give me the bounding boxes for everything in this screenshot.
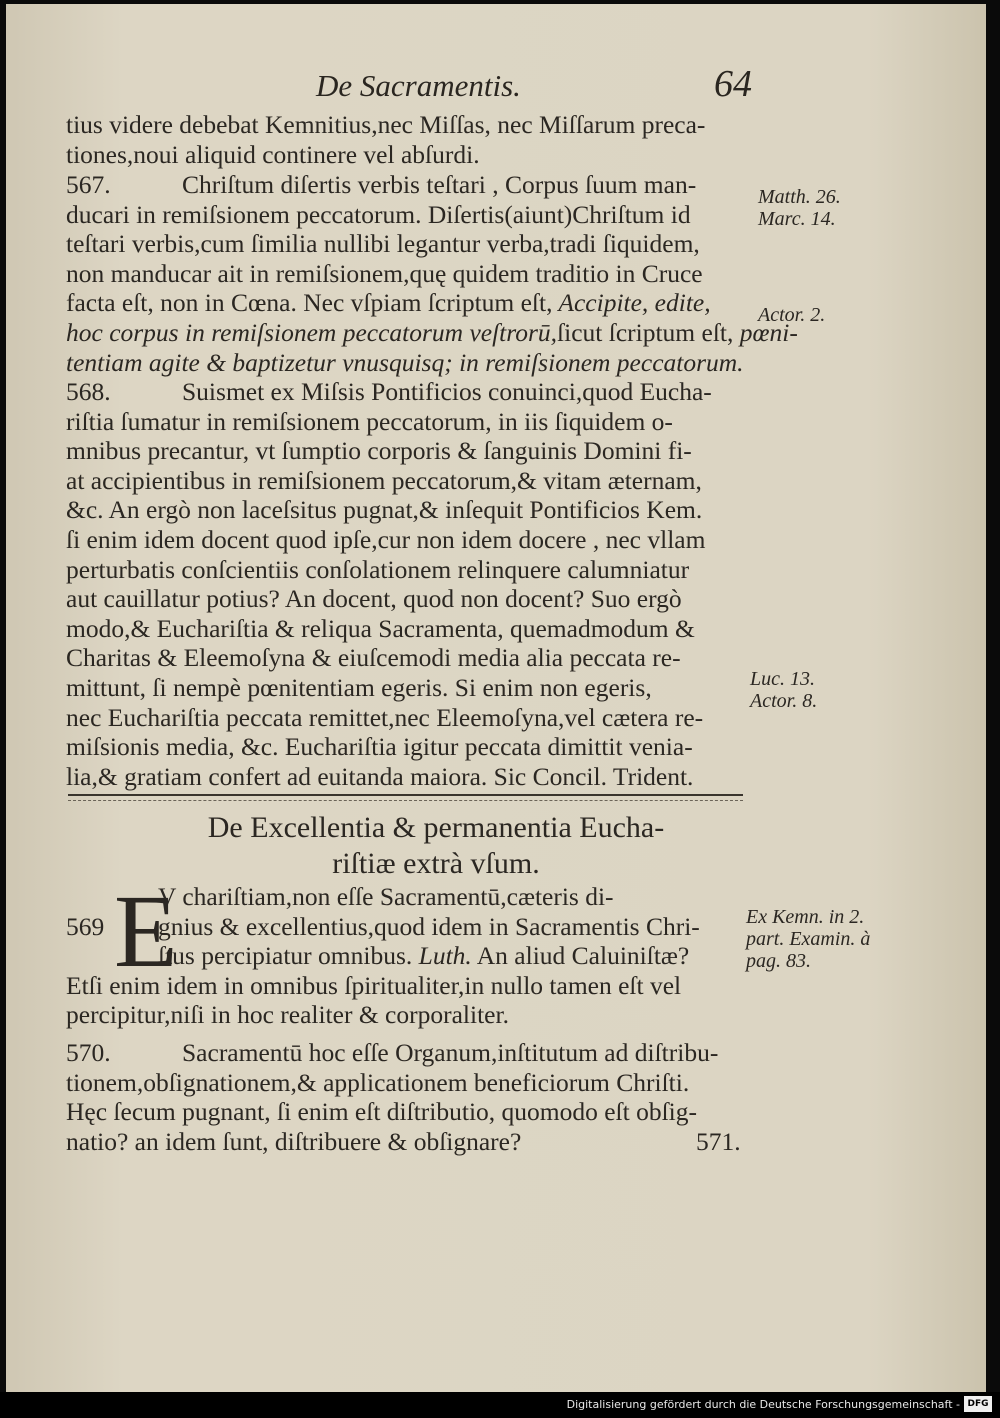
text-line: natio? an idem ſunt, diſtribuere & obſignare? [66, 1126, 522, 1156]
heading-line: De Excellentia & permanentia Eucha- [207, 811, 665, 844]
text-line: percipitur,niſi in hoc realiter & corporaliter. [66, 1000, 509, 1030]
paragraph-number: 569 [66, 911, 105, 941]
paragraph-number: 568. [66, 377, 111, 406]
text-line: miſsionis media, &c. Euchariſtia igitur peccata dimittit venia- [66, 732, 693, 762]
text-line: Chriſtum diſertis verbis teſtari , Corpus ſuum man- [182, 170, 697, 199]
text-line: gnius & excellentius,quod idem in Sacramentis Chri- [158, 911, 700, 941]
heading-line: riſtiæ extrà vſum. [332, 847, 540, 880]
text-line: at accipientibus in remiſsionem peccatorum,& vitam æternam, [66, 465, 702, 495]
text-block-continuation [66, 110, 746, 169]
text-line: modo,& Euchariſtia & reliqua Sacramenta, quemadmodum & [66, 613, 695, 643]
italic-citation: Luth. [412, 941, 472, 971]
margin-citation: Luc. 13. [750, 668, 815, 690]
section-rule [68, 794, 743, 796]
text-line: ducari in remiſsionem peccatorum. Diſertis(aiunt)Chriſtum id [66, 199, 691, 229]
margin-citation: part. Examin. à [746, 928, 871, 950]
text-line: V chariſtiam,non eſſe Sacramentū,cæteris di- [158, 882, 614, 911]
text-line: aut cauillatur potius? An docent, quod non docent? Suo ergò [66, 584, 682, 614]
text-line: Charitas & Eleemoſyna & eiuſcemodi media alia peccata re- [66, 643, 681, 673]
running-title: De Sacramentis. [316, 68, 521, 103]
margin-citation: pag. 83. [746, 950, 811, 972]
text-line: nec Euchariſtia peccata remittet,nec Eleemoſyna,vel cætera re- [66, 702, 704, 732]
paragraph-570 [66, 1038, 746, 1156]
text-line: ſi enim idem docent quod ipſe,cur non idem docere , nec vllam [66, 524, 706, 554]
text-line: Etſi enim idem in omnibus ſpiritualiter,in nullo tamen eſt vel [66, 970, 682, 1000]
margin-note [758, 186, 841, 230]
catchword: 571. [696, 1126, 741, 1156]
book-page [6, 4, 986, 1392]
margin-note [758, 304, 825, 326]
text-line: tiones,noui aliquid continere vel abſurdi. [66, 139, 480, 169]
page-header [6, 63, 986, 108]
margin-citation: Matth. 26. [758, 186, 841, 208]
text-line: perturbatis conſcientiis conſolationem relinquere calumniatur [66, 554, 690, 584]
italic-quote: pœni- [733, 317, 798, 347]
funding-credit: Digitalisierung gefördert durch die Deutsche Forschungsgemeinschaft - [566, 1398, 960, 1411]
text-line: mnibus precantur, vt ſumptio corporis & ſanguinis Domini fi- [66, 436, 692, 466]
margin-citation: Ex Kemn. in 2. [746, 906, 865, 928]
margin-citation: Marc. 14. [758, 208, 836, 230]
paragraph-number: 567. [66, 170, 111, 199]
text-line: mittunt, ſi nempè pœnitentiam egeris. Si enim non egeris, [66, 672, 652, 702]
text-line: lia,& gratiam confert ad euitanda maiora. Sic Concil. Trident. [66, 761, 694, 791]
text-line: Suismet ex Miſsis Pontificios conuinci,quod Eucha- [182, 377, 712, 406]
text-line: Sacramentū hoc eſſe Organum,inſtitutum ad diſtribu- [182, 1038, 719, 1067]
text-line: &c. An ergò non laceſsitus pugnat,& inſequit Pontificios Kem. [66, 495, 703, 525]
dfg-logo: DFG [964, 1396, 992, 1412]
footer-bar [0, 1392, 1000, 1418]
text-line: ſicut ſcriptum eſt, [557, 317, 734, 347]
text-line: facta eſt, non in Cœna. Nec vſpiam ſcriptum eſt, [66, 288, 553, 318]
paragraph-568 [66, 377, 746, 791]
text-line: non manducar ait in remiſsionem,quę quidem traditio in Cruce [66, 258, 703, 288]
italic-quote: Accipite, edite, [552, 288, 711, 318]
margin-citation: Actor. 2. [758, 304, 826, 326]
margin-citation: Actor. 8. [750, 690, 818, 712]
margin-note [750, 668, 817, 712]
text-line: teſtari verbis,cum ſimilia nullibi legantur verba,tradi ſiquidem, [66, 229, 700, 259]
text-line: ſtus percipiatur omnibus. [158, 941, 413, 971]
section-heading [126, 810, 746, 882]
section-rule-thin [68, 800, 743, 801]
text-line: riſtia ſumatur in remiſsionem peccatorum, in iis ſiquidem o- [66, 406, 673, 436]
page-number: 64 [714, 63, 752, 105]
text-line: Hęc ſecum pugnant, ſi enim eſt diſtributio, quomodo eſt obſig- [66, 1097, 698, 1127]
italic-quote: tentiam agite & baptizetur vnusquisq; in remiſsionem peccatorum. [66, 347, 744, 377]
text-line: tionem,obſignationem,& applicationem beneficiorum Chriſti. [66, 1067, 690, 1097]
paragraph-number: 570. [66, 1038, 111, 1067]
text-line: An aliud Caluiniſtæ? [471, 941, 690, 971]
drop-capital: E [114, 874, 178, 989]
margin-note [746, 906, 870, 972]
italic-quote: hoc corpus in remiſsionem peccatorum veſtrorū, [66, 317, 558, 347]
text-line: tius videre debebat Kemnitius,nec Miſſas, nec Miſſarum preca- [66, 110, 706, 139]
